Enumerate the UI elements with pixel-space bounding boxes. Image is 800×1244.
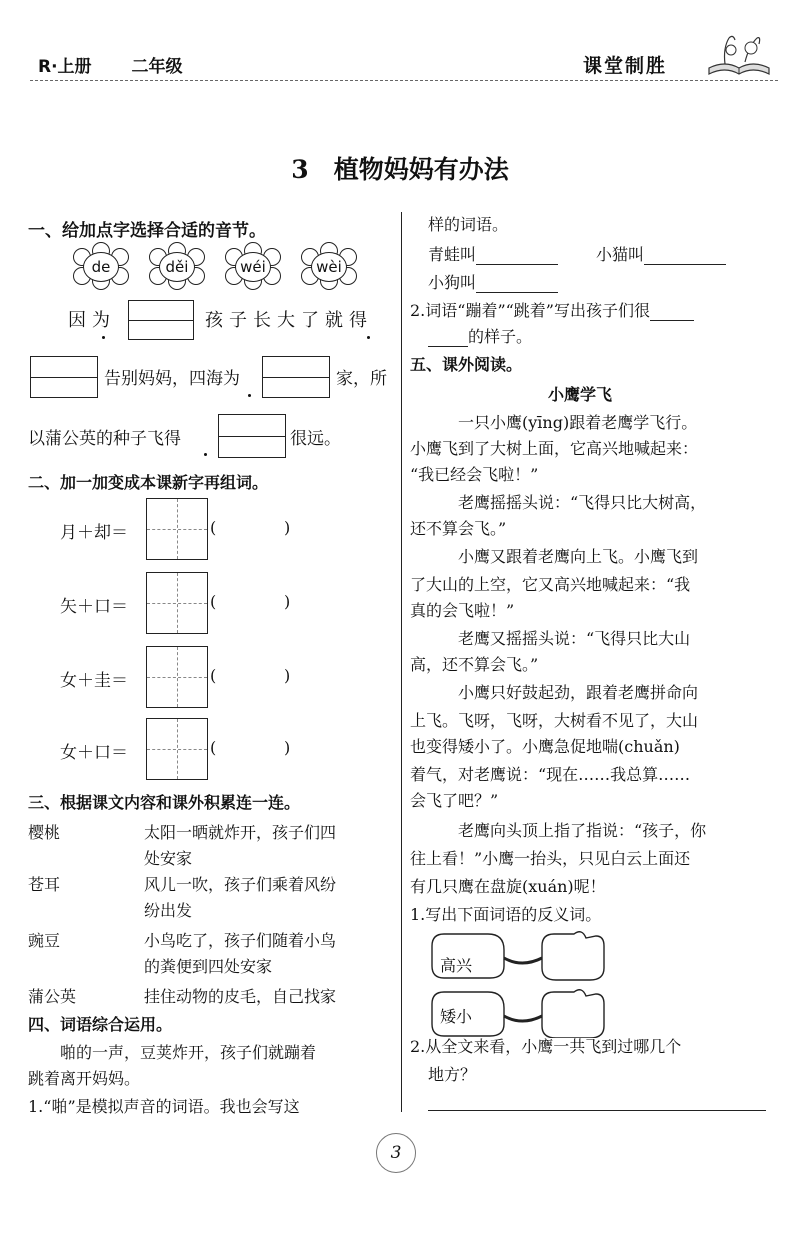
- paren-open: (: [210, 666, 217, 685]
- q3-heading: 三、根据课文内容和课外积累连一连。: [28, 793, 301, 812]
- dog-text: 小狗叫: [428, 273, 477, 292]
- pinyin-option-flower: [222, 246, 282, 286]
- pinyin-option-flower: [70, 246, 130, 286]
- q4-question-1: 1.“啪”是模拟声音的词语。我也会写这: [28, 1097, 300, 1116]
- frog-label: [428, 242, 558, 265]
- story-line: 上飞。飞呀，飞呀，大树看不见了，大山: [410, 711, 699, 730]
- answer-box[interactable]: [218, 414, 286, 458]
- antonym-word: 矮小: [440, 1007, 473, 1026]
- answer-box[interactable]: [128, 300, 194, 340]
- story-line: 也变得矮小了。小鹰急促地喘(chuǎn): [410, 737, 680, 756]
- story-line: 真的会飞啦！”: [410, 601, 515, 620]
- story-line: 有几只鹰在盘旋(xuán)呢！: [410, 877, 606, 896]
- story-line: 会飞了吧？”: [410, 791, 499, 810]
- story-line: 老鹰又摇摇头说：“飞得只比大山: [458, 629, 691, 648]
- answer-line[interactable]: [476, 273, 558, 293]
- q1-line1-a: 因为: [68, 310, 116, 331]
- column-divider: [401, 212, 402, 1112]
- q4-question-2-tail: 的样子。: [468, 327, 533, 346]
- q5-question-2: 2.从全文来看，小鹰一共飞到过哪几个: [410, 1037, 682, 1056]
- answer-line[interactable]: [428, 1110, 766, 1111]
- paren-open: (: [210, 738, 217, 757]
- story-line: 小鹰只好鼓起劲，跟着老鹰拼命向: [458, 683, 699, 702]
- pinyin-option-flower: [298, 246, 358, 286]
- page-number: 3: [376, 1133, 416, 1173]
- q1-line2-a: 告别妈妈，四海为: [104, 369, 240, 389]
- q5-heading: 五、课外阅读。: [410, 355, 523, 374]
- pinyin-option: děi: [159, 252, 195, 282]
- cat-text: 小猫叫: [596, 245, 645, 264]
- paren-close: ): [284, 592, 291, 611]
- story-line: 一只小鹰(yīng)跟着老鹰学飞行。: [458, 413, 698, 432]
- story-line: 老鹰向头顶上指了指说：“孩子，你: [458, 821, 707, 840]
- dog-label: [428, 270, 558, 293]
- edition-label: R·上册: [38, 57, 92, 77]
- antonym-word: 高兴: [440, 956, 473, 975]
- book-logo-icon: [705, 28, 773, 78]
- answer-line[interactable]: [650, 301, 694, 321]
- match-left-item: 樱桃: [28, 823, 61, 842]
- answer-box[interactable]: [30, 356, 98, 398]
- story-line: 了大山的上空，它又高兴地喊起来：“我: [410, 575, 691, 594]
- match-left-item: 豌豆: [28, 931, 61, 950]
- writing-grid[interactable]: [146, 498, 208, 560]
- paren-open: (: [210, 518, 217, 537]
- answer-line[interactable]: [644, 245, 726, 265]
- char-formula: 矢＋口＝: [60, 597, 128, 617]
- char-formula: 女＋圭＝: [60, 671, 128, 691]
- char-formula: 月＋却＝: [60, 523, 128, 543]
- q1-heading: 一、给加点字选择合适的音节。: [28, 221, 266, 241]
- pinyin-option: de: [83, 252, 119, 282]
- paren-open: (: [210, 592, 217, 611]
- q4-question-2-cont: [428, 324, 532, 347]
- header-divider: [30, 80, 778, 81]
- q4-question-1-cont: 样的词语。: [428, 215, 509, 234]
- story-line: 高，还不算会飞。”: [410, 655, 539, 674]
- pinyin-option: wéi: [235, 252, 271, 282]
- grade-label: 二年级: [131, 57, 183, 77]
- story-line: 往上看！”小鹰一抬头，只见白云上面还: [410, 849, 691, 868]
- match-right-item: 处安家: [144, 849, 193, 868]
- brand-label: 课堂制胜: [583, 55, 668, 77]
- match-right-item: 的粪便到四处安家: [144, 957, 273, 976]
- q4-question-2: [410, 298, 694, 321]
- q4-question-2-text: 2.词语“蹦着”“跳着”写出孩子们很: [410, 301, 650, 320]
- q4-heading: 四、词语综合运用。: [28, 1015, 173, 1034]
- q1-line3-a: 以蒲公英的种子飞得: [28, 429, 181, 449]
- match-right-item: 挂住动物的皮毛，自己找家: [144, 987, 337, 1006]
- q4-passage: 啪的一声，豆荚炸开，孩子们就蹦着: [60, 1043, 317, 1062]
- story-line: 还不算会飞。”: [410, 519, 507, 538]
- char-formula: 女＋口＝: [60, 743, 128, 763]
- story-line: 小鹰又跟着老鹰向上飞。小鹰飞到: [458, 547, 699, 566]
- pinyin-option-flower: [146, 246, 206, 286]
- match-right-item: 纷出发: [144, 901, 193, 920]
- match-left-item: 苍耳: [28, 875, 61, 894]
- q2-heading: 二、加一加变成本课新字再组词。: [28, 473, 269, 492]
- writing-grid[interactable]: [146, 572, 208, 634]
- paren-close: ): [284, 666, 291, 685]
- story-line: 小鹰飞到了大树上面，它高兴地喊起来：: [410, 439, 699, 458]
- page-title: 3 植物妈妈有办法: [291, 155, 509, 184]
- q1-line1-b: 孩子长大了就得: [205, 310, 373, 331]
- q5-question-2-cont: 地方？: [428, 1065, 477, 1084]
- q5-question-1: 1.写出下面词语的反义词。: [410, 905, 602, 924]
- q1-line2-b: 家，所: [336, 369, 387, 389]
- writing-grid[interactable]: [146, 646, 208, 708]
- q1-line3-b: 很远。: [290, 429, 341, 449]
- q4-passage: 跳着离开妈妈。: [28, 1069, 141, 1088]
- story-line: 着气，对老鹰说：“现在……我总算……: [410, 765, 691, 784]
- match-right-item: 小鸟吃了，孩子们随着小鸟: [144, 931, 337, 950]
- match-left-item: 蒲公英: [28, 987, 77, 1006]
- answer-line[interactable]: [476, 245, 558, 265]
- frog-text: 青蛙叫: [428, 245, 477, 264]
- paren-close: ): [284, 738, 291, 757]
- paren-close: ): [284, 518, 291, 537]
- story-title: 小鹰学飞: [548, 385, 613, 404]
- story-line: “我已经会飞啦！”: [410, 465, 539, 484]
- answer-line[interactable]: [428, 327, 468, 347]
- writing-grid[interactable]: [146, 718, 208, 780]
- pinyin-option: wèi: [311, 252, 347, 282]
- header-left: [38, 52, 216, 77]
- cat-label: [596, 242, 726, 265]
- match-right-item: 太阳一晒就炸开，孩子们四: [144, 823, 337, 842]
- answer-box[interactable]: [262, 356, 330, 398]
- story-line: 老鹰摇摇头说：“飞得只比大树高，: [458, 493, 707, 512]
- match-right-item: 风儿一吹，孩子们乘着风纷: [144, 875, 337, 894]
